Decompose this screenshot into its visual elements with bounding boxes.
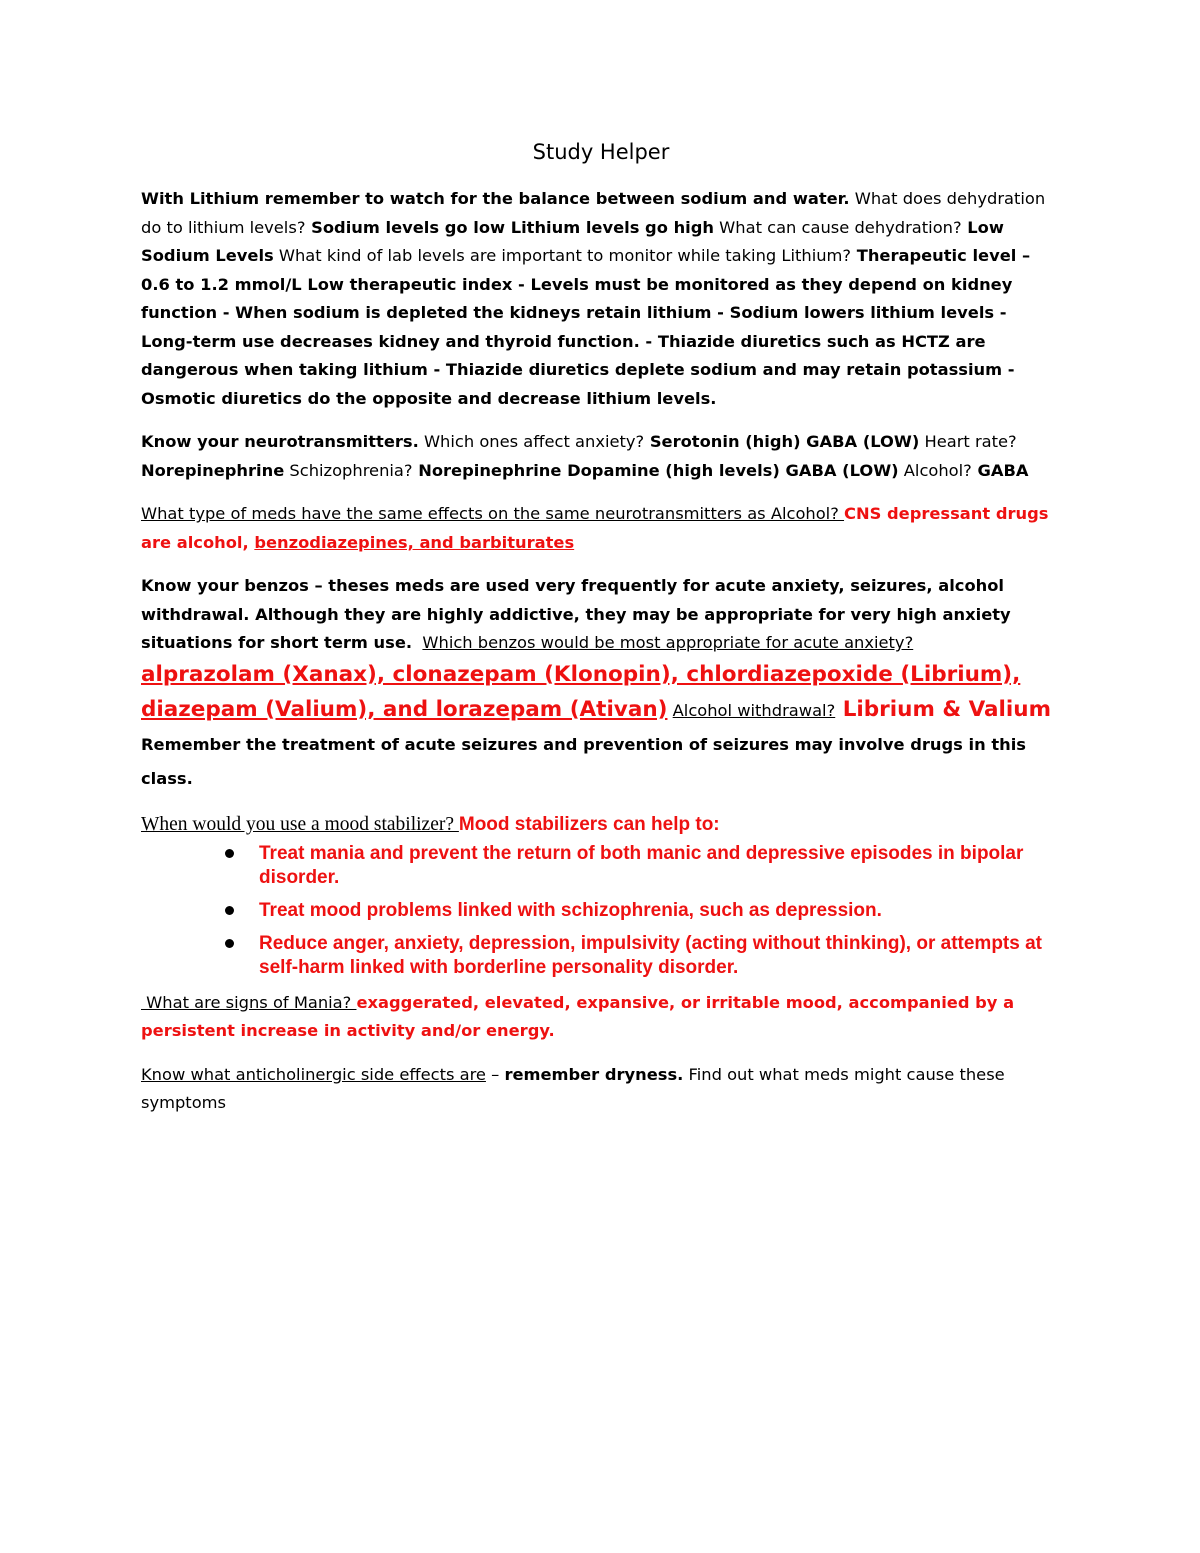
anticholinergic-bold: remember dryness. bbox=[504, 1064, 684, 1084]
list-item bbox=[141, 899, 1061, 923]
alcohol-meds-question: What type of meds have the same effects on the same neurotransmitters as Alcohol? bbox=[141, 504, 845, 524]
lithium-question-1: What does dehydration do to lithium levels? bbox=[141, 189, 1046, 237]
lithium-paragraph bbox=[141, 185, 1061, 413]
lithium-answer-2: Low Sodium Levels bbox=[141, 217, 1004, 266]
neuro-answer-2: Norepinephrine bbox=[141, 460, 285, 480]
neuro-question-1: Which ones affect anxiety? bbox=[418, 432, 645, 452]
mood-bullet-list bbox=[141, 842, 1061, 980]
alcohol-meds-answer: CNS depressant drugs are alcohol, bbox=[141, 504, 1049, 552]
neuro-question-3: Schizophrenia? bbox=[284, 460, 413, 480]
mania-question: What are signs of Mania? bbox=[141, 992, 357, 1012]
anticholinergic-dash: – bbox=[485, 1064, 505, 1084]
benzos-answer-2: Librium & Valium bbox=[835, 696, 1051, 722]
lithium-answer-3: Therapeutic level – 0.6 to 1.2 mmol/L Low therapeutic index - Levels must be monitored as they depend on kidney function - When sodium is depleted the kidneys retain lithium - Sodium lowers lithium levels - Long-term use decreases kidney and thyroid function. - Thiazide diuretics such as HCTZ are dangerous when taking lithium - Thiazide diuretics deplete sodium and may retain potassium - Osmotic diuretics do the opposite and decrease lithium levels. bbox=[141, 246, 1031, 408]
benzos-answer-paragraph bbox=[141, 658, 1061, 796]
neuro-answer-4: GABA bbox=[971, 460, 1029, 480]
anticholinergic-question: Know what anticholinergic side effects are bbox=[141, 1064, 486, 1084]
benzos-question: Which benzos would be most appropriate for acute anxiety? bbox=[422, 633, 914, 653]
list-item bbox=[141, 842, 1061, 890]
page-title: Study Helper bbox=[532, 140, 670, 164]
lithium-answer-1: Sodium levels go low Lithium levels go high bbox=[305, 217, 714, 237]
mood-answer: Mood stabilizers can help to: bbox=[458, 813, 720, 835]
mood-bullet-1: Treat mania and prevent the return of both manic and depressive episodes in bipolar disorder. bbox=[259, 842, 1024, 888]
bullet-icon bbox=[225, 906, 234, 915]
benzos-question-2: Alcohol withdrawal? bbox=[672, 700, 836, 720]
alcohol-meds-paragraph bbox=[141, 500, 1061, 557]
benzos-answer: alprazolam (Xanax), clonazepam (Klonopin), chlordiazepoxide (Librium), diazepam (Valium), and lorazepam (Ativan) bbox=[141, 661, 1021, 722]
mood-bullet-3: Reduce anger, anxiety, depression, impulsivity (acting without thinking), or attempts at self-harm linked with borderline personality disorder. bbox=[259, 932, 1042, 978]
bullet-icon bbox=[225, 849, 234, 858]
mood-question: When would you use a mood stabilizer? bbox=[141, 813, 459, 835]
neurotransmitters-paragraph bbox=[141, 428, 1061, 485]
lithium-intro: With Lithium remember to watch for the balance between sodium and water. bbox=[141, 189, 850, 209]
lithium-question-3: What kind of lab levels are important to monitor while taking Lithium? bbox=[273, 246, 852, 266]
benzos-note: Remember the treatment of acute seizures and prevention of seizures may involve drugs in this class. bbox=[141, 734, 1026, 788]
lithium-question-2: What can cause dehydration? bbox=[714, 217, 962, 237]
neuro-question-2: Heart rate? bbox=[919, 432, 1017, 452]
mood-paragraph bbox=[141, 811, 1061, 839]
benzos-intro: Know your benzos – theses meds are used very frequently for acute anxiety, seizures, alcohol withdrawal. Although they are highly addictive, they may be appropriate for very high anxiety situations for short term use. bbox=[141, 576, 1011, 653]
alcohol-meds-answer-underlined: benzodiazepines, and barbiturates bbox=[254, 532, 575, 552]
neuro-intro: Know your neurotransmitters. bbox=[141, 432, 419, 452]
neuro-answer-3: Norepinephrine Dopamine (high levels) GABA (LOW) bbox=[412, 460, 899, 480]
list-item bbox=[141, 932, 1061, 980]
benzos-intro-paragraph bbox=[141, 572, 1061, 658]
document-page bbox=[141, 140, 1061, 1133]
mania-answer: exaggerated, elevated, expansive, or irritable mood, accompanied by a persistent increase in activity and/or energy. bbox=[141, 992, 1015, 1041]
mood-bullet-2: Treat mood problems linked with schizophrenia, such as depression. bbox=[259, 899, 882, 921]
anticholinergic-rest: Find out what meds might cause these symptoms bbox=[141, 1064, 1005, 1113]
anticholinergic-paragraph bbox=[141, 1061, 1061, 1118]
neuro-answer-1: Serotonin (high) GABA (LOW) bbox=[644, 432, 920, 452]
neuro-question-4: Alcohol? bbox=[898, 460, 972, 480]
mania-paragraph bbox=[141, 989, 1061, 1046]
bullet-icon bbox=[225, 939, 234, 948]
